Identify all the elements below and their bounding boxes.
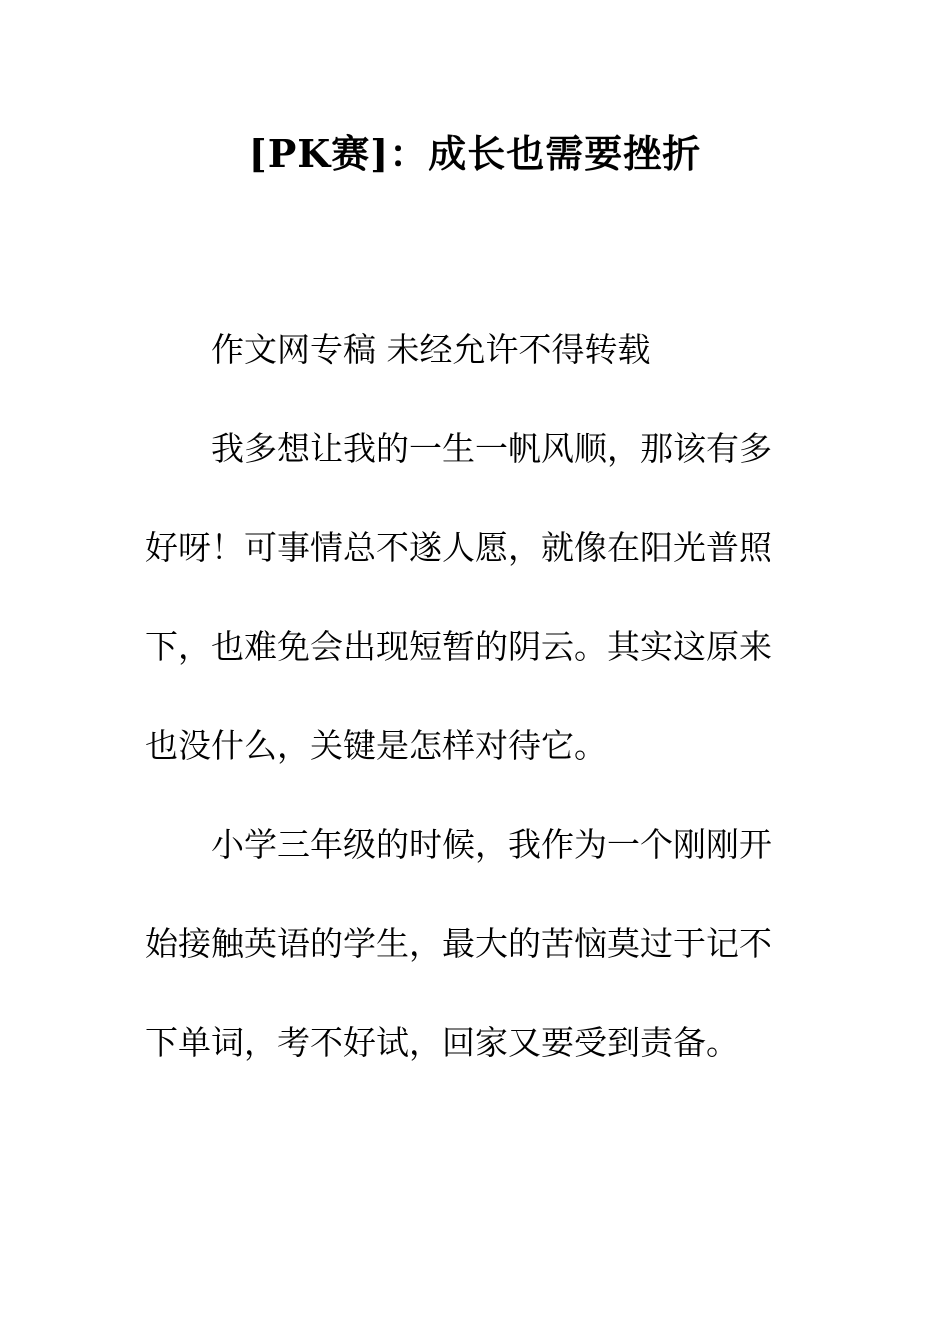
document-title: [PK赛]：成长也需要挫折 bbox=[248, 131, 702, 176]
paragraph-source-notice: 作文网专稿 未经允许不得转载 bbox=[211, 330, 651, 369]
paragraph-2: 小学三年级的时候，我作为一个刚刚开始接触英语的学生，最大的苦恼莫过于记不下单词，考不好试，回家又要受到责备。 bbox=[145, 825, 772, 1062]
document-body bbox=[145, 300, 777, 1092]
paragraph-1: 我多想让我的一生一帆风顺，那该有多好呀！可事情总不遂人愿，就像在阳光普照下，也难免会出现短暂的阴云。其实这原来也没什么，关键是怎样对待它。 bbox=[145, 429, 772, 765]
